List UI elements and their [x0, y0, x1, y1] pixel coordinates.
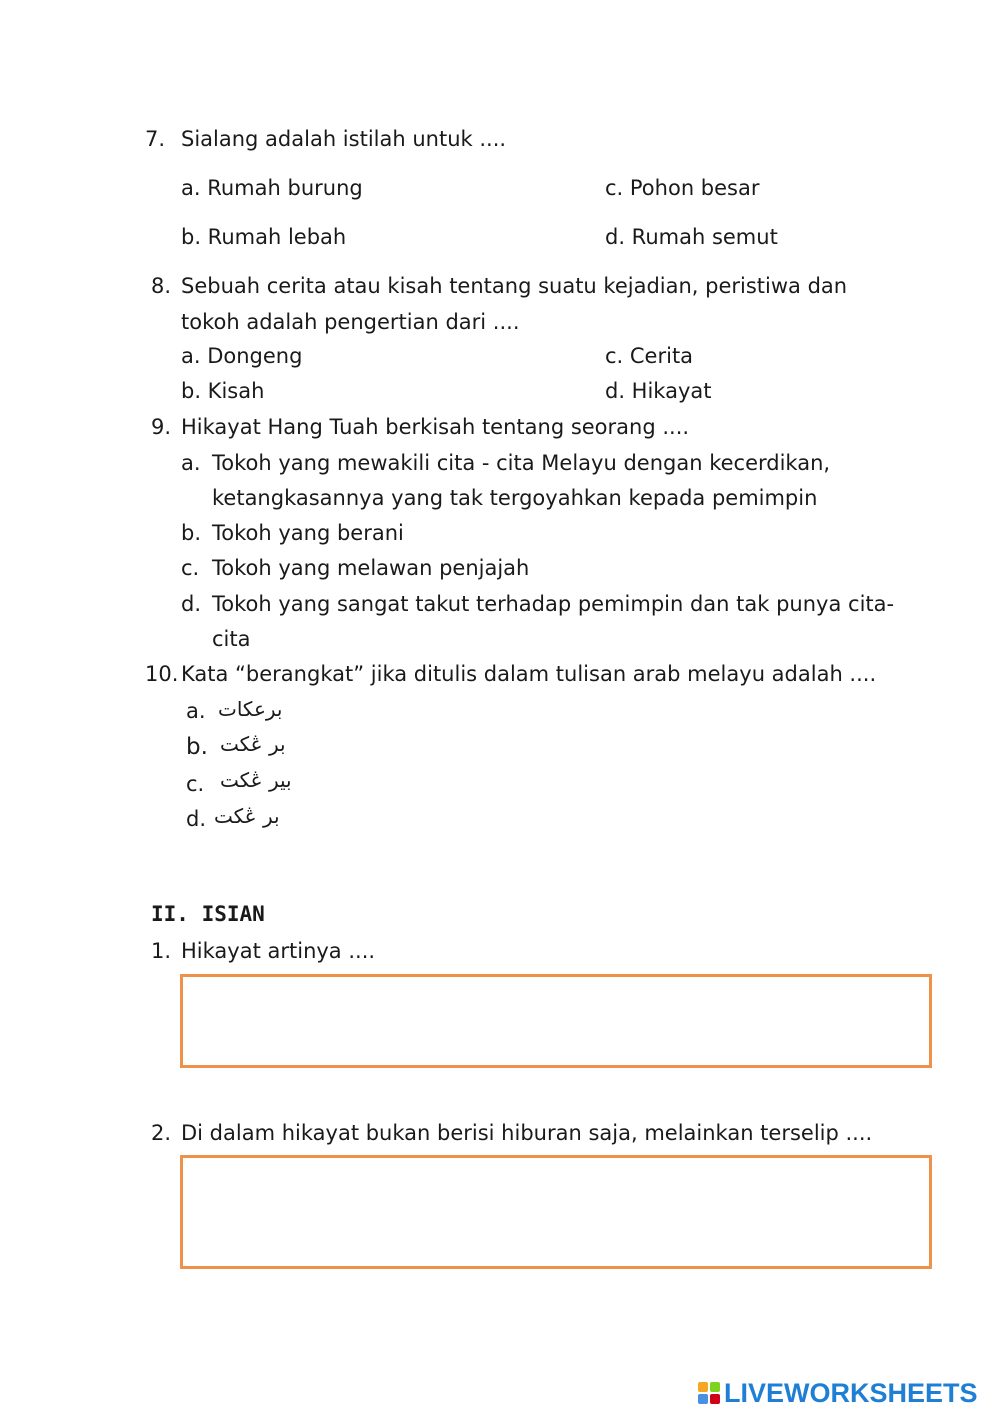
liveworksheets-logo [698, 1378, 978, 1408]
option-d-line-2: cita [212, 627, 251, 651]
option-d-label: d. [186, 807, 207, 831]
question-text: Di dalam hikayat bukan berisi hiburan saja, melainkan terselip .... [181, 1121, 873, 1145]
question-text: Hikayat artinya .... [181, 939, 376, 963]
option-c: c. Cerita [605, 344, 694, 368]
option-b-label: b. [186, 734, 208, 760]
question-text: Hikayat Hang Tuah berkisah tentang seorang .... [181, 415, 690, 439]
option-a-label: a. [186, 699, 206, 723]
question-number: 2. [151, 1121, 172, 1145]
option-c-arabic: بير ڠكت [220, 768, 292, 792]
option-c-label: c. [186, 772, 205, 796]
option-b-arabic: بر ڠكت [220, 732, 286, 756]
question-number: 10. [145, 662, 179, 686]
option-c: c. Pohon besar [605, 176, 760, 200]
answer-input-1[interactable] [180, 974, 932, 1068]
logo-square-4 [710, 1394, 720, 1404]
option-a: a. Rumah burung [181, 176, 363, 200]
question-text-line-2: tokoh adalah pengertian dari .... [181, 310, 520, 334]
liveworksheets-icon [698, 1382, 720, 1404]
option-b: b. Kisah [181, 379, 265, 403]
question-text: Sialang adalah istilah untuk .... [181, 127, 507, 151]
option-a-label: a. [181, 451, 201, 475]
option-d-arabic: ب‍ر ڠكت [214, 804, 280, 828]
option-c: Tokoh yang melawan penjajah [212, 556, 530, 580]
option-b: b. Rumah lebah [181, 225, 347, 249]
option-b-label: b. [181, 521, 202, 545]
option-a-arabic: برعكات [218, 697, 283, 721]
brand-text: LIVEWORKSHEETS [724, 1377, 978, 1408]
option-a-line-2: ketangkasannya yang tak tergoyahkan kepada pemimpin [212, 486, 818, 510]
question-text-line-1: Sebuah cerita atau kisah tentang suatu kejadian, peristiwa dan [181, 274, 848, 298]
option-d-label: d. [181, 592, 202, 616]
question-text: Kata “berangkat” jika ditulis dalam tulisan arab melayu adalah .... [181, 662, 877, 686]
option-a: a. Dongeng [181, 344, 303, 368]
logo-square-1 [698, 1382, 708, 1392]
answer-input-2[interactable] [180, 1155, 932, 1269]
option-d: d. Hikayat [605, 379, 712, 403]
option-d: d. Rumah semut [605, 225, 778, 249]
question-number: 9. [151, 415, 172, 439]
section-title: II. ISIAN [151, 902, 265, 926]
question-number: 1. [151, 939, 172, 963]
option-d-line-1: Tokoh yang sangat takut terhadap pemimpin dan tak punya cita- [212, 592, 895, 616]
option-b: Tokoh yang berani [212, 521, 404, 545]
option-c-label: c. [181, 556, 200, 580]
logo-square-2 [710, 1382, 720, 1392]
logo-square-3 [698, 1394, 708, 1404]
option-a-line-1: Tokoh yang mewakili cita - cita Melayu dengan kecerdikan, [212, 451, 831, 475]
question-number: 8. [151, 274, 172, 298]
question-number: 7. [145, 127, 166, 151]
